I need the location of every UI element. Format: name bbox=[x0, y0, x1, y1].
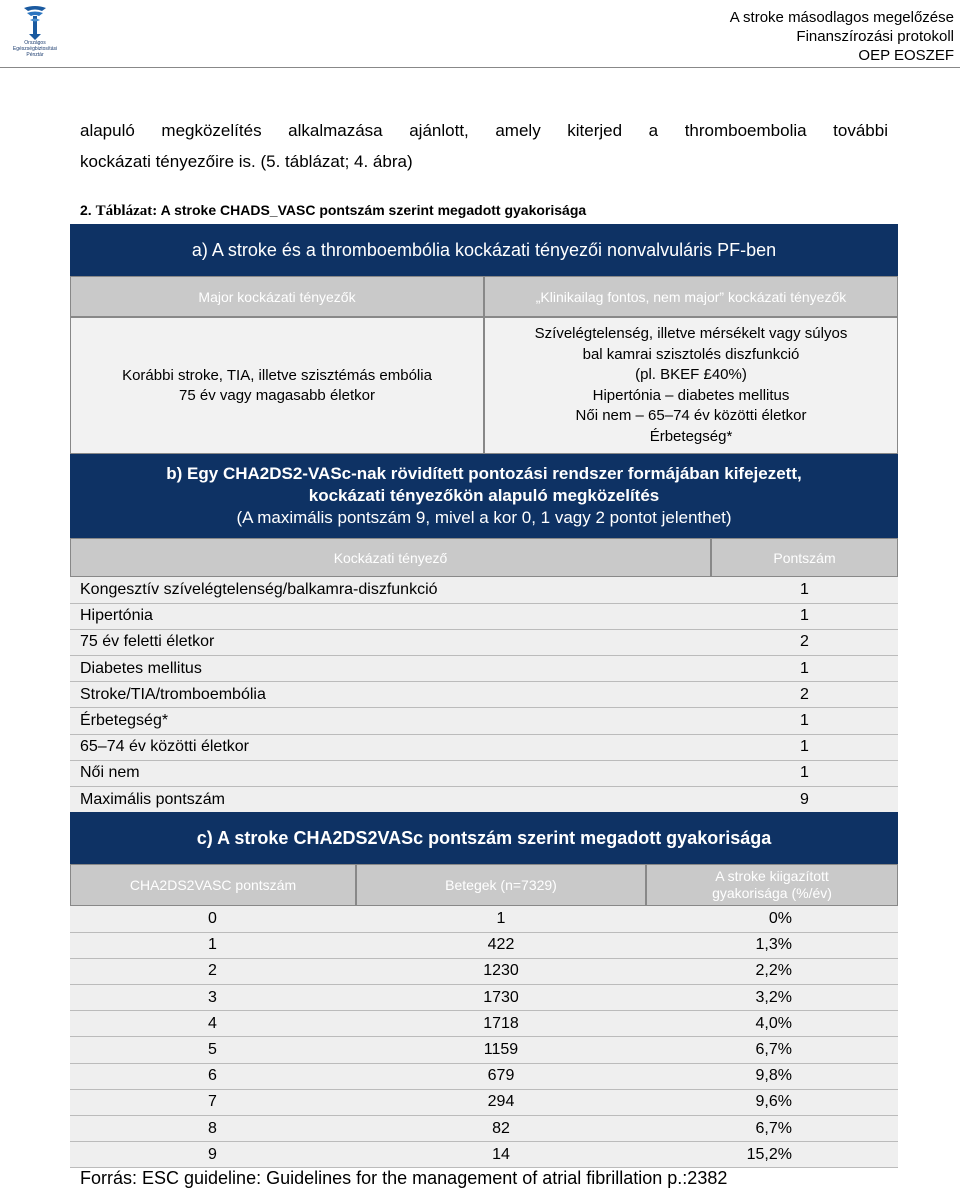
table-row bbox=[70, 682, 898, 708]
table-row bbox=[70, 603, 898, 629]
section-b-title-line2: kockázati tényezőkön alapuló megközelítés bbox=[308, 486, 660, 505]
table-row bbox=[70, 1116, 898, 1142]
patients-cell: 14 bbox=[356, 1142, 646, 1168]
intro-line-1: alapuló megközelítés alkalmazása ajánlott, amely kiterjed a thromboembolia további bbox=[80, 121, 888, 140]
patients-cell: 82 bbox=[356, 1116, 646, 1142]
section-c-table bbox=[70, 906, 898, 1168]
major-factor-item: 75 év vagy magasabb életkor bbox=[179, 386, 375, 404]
points-cell: 1 bbox=[711, 760, 898, 786]
patients-cell: 1230 bbox=[356, 958, 646, 984]
score-cell: 5 bbox=[70, 1037, 356, 1063]
header-title-line2: Finanszírozási protokoll bbox=[796, 28, 954, 45]
points-cell: 1 bbox=[711, 734, 898, 760]
table-row bbox=[70, 708, 898, 734]
score-cell: 1 bbox=[70, 932, 356, 958]
oep-logo-icon bbox=[4, 2, 66, 42]
patients-cell: 422 bbox=[356, 932, 646, 958]
rate-cell: 4,0% bbox=[646, 1011, 898, 1037]
table-caption bbox=[80, 202, 586, 220]
points-cell: 1 bbox=[711, 656, 898, 682]
section-a-major-header: Major kockázati tényezők bbox=[70, 276, 484, 317]
section-b-factor-header: Kockázati tényező bbox=[70, 538, 711, 577]
section-b-points-header: Pontszám bbox=[711, 538, 898, 577]
score-cell: 8 bbox=[70, 1116, 356, 1142]
score-cell: 0 bbox=[70, 906, 356, 932]
patients-cell: 294 bbox=[356, 1089, 646, 1115]
source-note: Forrás: ESC guideline: Guidelines for the management of atrial fibrillation p.:2382 bbox=[80, 1168, 728, 1188]
risk-factor-cell: 75 év feletti életkor bbox=[70, 629, 711, 655]
major-factor-item: Korábbi stroke, TIA, illetve szisztémás embólia bbox=[122, 366, 432, 384]
table-row bbox=[70, 787, 898, 813]
caption-number: 2. bbox=[80, 202, 92, 218]
score-cell: 9 bbox=[70, 1142, 356, 1168]
patients-cell: 1730 bbox=[356, 985, 646, 1011]
table-row bbox=[70, 1037, 898, 1063]
section-a-minor-cell bbox=[484, 317, 898, 454]
risk-factor-cell: Maximális pontszám bbox=[70, 787, 711, 813]
minor-factor-item: bal kamrai szisztolés diszfunkció bbox=[582, 345, 800, 363]
table-row bbox=[70, 760, 898, 786]
points-cell: 1 bbox=[711, 708, 898, 734]
rate-cell: 0% bbox=[646, 906, 898, 932]
table-row bbox=[70, 1089, 898, 1115]
section-b-table bbox=[70, 577, 898, 813]
rate-cell: 1,3% bbox=[646, 932, 898, 958]
section-c-title: c) A stroke CHA2DS2VASc pontszám szerint megadott gyakorisága bbox=[70, 812, 898, 864]
points-cell: 2 bbox=[711, 682, 898, 708]
risk-factor-cell: Diabetes mellitus bbox=[70, 656, 711, 682]
patients-cell: 1159 bbox=[356, 1037, 646, 1063]
section-b-title-line3: (A maximális pontszám 9, mivel a kor 0, 1 vagy 2 pontot jelenthet) bbox=[236, 508, 732, 527]
minor-factor-item: Női nem – 65–74 év közötti életkor bbox=[575, 407, 807, 424]
score-cell: 7 bbox=[70, 1089, 356, 1115]
table-row bbox=[70, 734, 898, 760]
points-cell: 1 bbox=[711, 603, 898, 629]
rate-cell: 3,2% bbox=[646, 985, 898, 1011]
table-row bbox=[70, 1142, 898, 1168]
rate-cell: 9,6% bbox=[646, 1089, 898, 1115]
minor-factor-item: (pl. BKEF £40%) bbox=[635, 366, 747, 383]
patients-cell: 679 bbox=[356, 1063, 646, 1089]
patients-cell: 1718 bbox=[356, 1011, 646, 1037]
risk-factor-cell: Stroke/TIA/tromboembólia bbox=[70, 682, 711, 708]
score-cell: 6 bbox=[70, 1063, 356, 1089]
score-cell: 2 bbox=[70, 958, 356, 984]
logo-caption: Országos Egészségbiztosítási Pénztár bbox=[12, 40, 58, 58]
patients-cell: 1 bbox=[356, 906, 646, 932]
section-c-score-header: CHA2DS2VASC pontszám bbox=[70, 864, 356, 906]
table-row bbox=[70, 1011, 898, 1037]
risk-factor-cell: Érbetegség* bbox=[70, 708, 711, 734]
header-title-line3: OEP EOSZEF bbox=[858, 47, 954, 64]
table-row bbox=[70, 1063, 898, 1089]
table-row bbox=[70, 577, 898, 603]
section-a-title: a) A stroke és a thromboembólia kockázati tényezői nonvalvuláris PF-ben bbox=[70, 224, 898, 276]
points-cell: 9 bbox=[711, 787, 898, 813]
rate-cell: 9,8% bbox=[646, 1063, 898, 1089]
score-cell: 3 bbox=[70, 985, 356, 1011]
table-row bbox=[70, 985, 898, 1011]
score-cell: 4 bbox=[70, 1011, 356, 1037]
risk-factor-cell: Női nem bbox=[70, 760, 711, 786]
rate-cell: 6,7% bbox=[646, 1037, 898, 1063]
minor-factor-item: Szívelégtelenség, illetve mérsékelt vagy súlyos bbox=[534, 325, 848, 342]
minor-factor-item: Érbetegség* bbox=[649, 427, 733, 445]
section-b-title bbox=[70, 454, 898, 538]
section-a-minor-header: „Klinikailag fontos, nem major” kockázati tényezők bbox=[484, 276, 898, 317]
oep-logo bbox=[4, 2, 66, 56]
minor-factor-item: Hipertónia – diabetes mellitus bbox=[592, 386, 790, 404]
rate-cell: 2,2% bbox=[646, 958, 898, 984]
caption-label: Táblázat: bbox=[95, 203, 158, 219]
table-row bbox=[70, 932, 898, 958]
table-row bbox=[70, 656, 898, 682]
caption-title: A stroke CHADS_VASC pontszám szerint megadott gyakorisága bbox=[160, 202, 587, 218]
points-cell: 1 bbox=[711, 577, 898, 603]
header-title-line1: A stroke másodlagos megelőzése bbox=[729, 9, 954, 26]
section-c-rate-header bbox=[646, 864, 898, 906]
risk-factor-cell: 65–74 év közötti életkor bbox=[70, 734, 711, 760]
header-divider bbox=[0, 67, 960, 68]
intro-line-2: kockázati tényezőire is. (5. táblázat; 4. ábra) bbox=[80, 152, 413, 171]
risk-factor-cell: Kongesztív szívelégtelenség/balkamra-diszfunkció bbox=[70, 577, 711, 603]
table-row bbox=[70, 629, 898, 655]
section-c-patients-header: Betegek (n=7329) bbox=[356, 864, 646, 906]
rate-header-line1: A stroke kiigazított bbox=[715, 868, 829, 884]
table-row bbox=[70, 958, 898, 984]
rate-cell: 6,7% bbox=[646, 1116, 898, 1142]
table-row bbox=[70, 906, 898, 932]
section-a-major-cell bbox=[70, 317, 484, 454]
rate-header-line2: gyakorisága (%/év) bbox=[712, 885, 832, 901]
points-cell: 2 bbox=[711, 629, 898, 655]
section-b-title-line1: b) Egy CHA2DS2-VASc-nak rövidített pontozási rendszer formájában kifejezett, bbox=[166, 464, 802, 483]
rate-cell: 15,2% bbox=[646, 1142, 898, 1168]
risk-factor-cell: Hipertónia bbox=[70, 603, 711, 629]
